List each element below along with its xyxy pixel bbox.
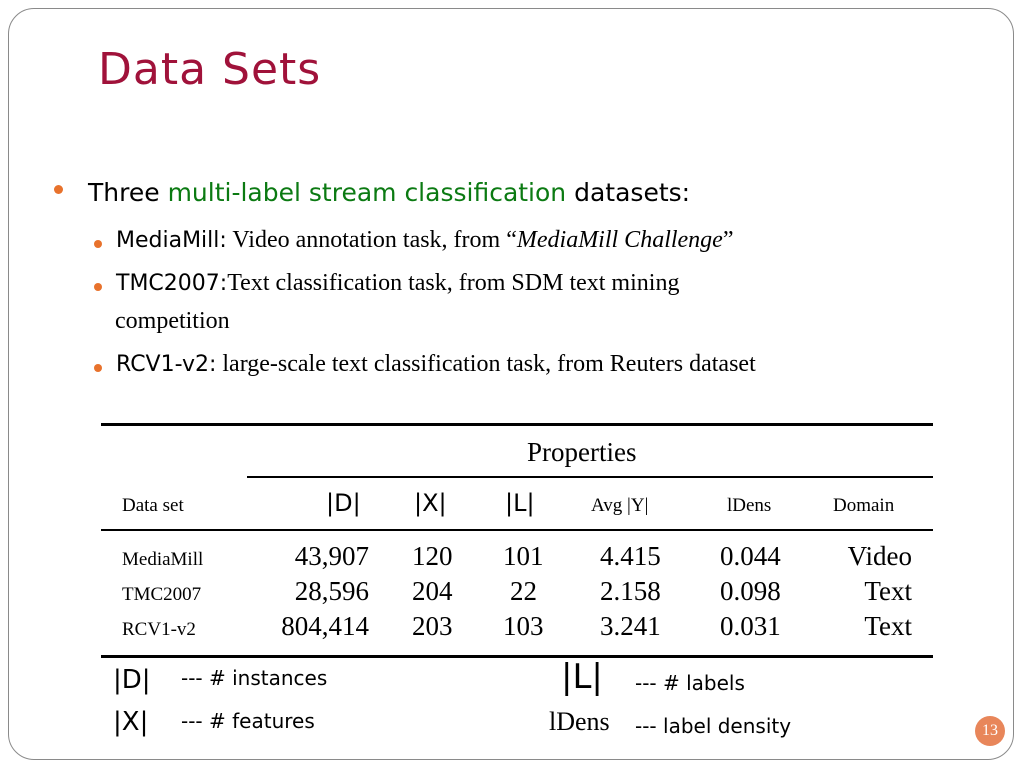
- dataset-desc: [227, 227, 734, 253]
- table-top-rule: [101, 423, 933, 426]
- main-bullet-highlight: multi-label stream classification: [167, 178, 567, 207]
- bullet-dot: [94, 364, 102, 372]
- sub-bullet-mediamill: [116, 227, 734, 254]
- legend-meaning-ldens: --- label density: [635, 714, 792, 738]
- table-cell: MediaMill: [122, 549, 204, 570]
- table-cell: 3.241: [600, 611, 661, 641]
- table-cell: 103: [503, 611, 544, 641]
- table-cell: Text: [864, 611, 912, 641]
- column-header-l: |L|: [505, 489, 535, 517]
- page-number-badge: 13: [975, 716, 1005, 746]
- table-cell: 2.158: [600, 576, 661, 606]
- main-bullet-suffix: datasets:: [566, 178, 691, 207]
- main-bullet-prefix: Three: [88, 178, 168, 207]
- table-group-rule: [247, 476, 933, 478]
- table-cell: RCV1-v2: [122, 619, 196, 640]
- column-header-ldens: lDens: [727, 495, 772, 516]
- table-group-header: Properties: [527, 437, 637, 467]
- column-header-x: |X|: [414, 489, 447, 517]
- slide-title: Data Sets: [98, 44, 322, 95]
- dataset-desc: Text classification task, from SDM text mining: [227, 270, 680, 296]
- table-cell: 4.415: [600, 541, 661, 571]
- column-header-avg-y: Avg |Y|: [591, 495, 649, 516]
- bullet-dot: [54, 185, 63, 194]
- table-cell: 120: [412, 541, 453, 571]
- main-bullet: [88, 178, 690, 207]
- sub-bullet-tmc2007: [116, 270, 679, 297]
- table-bottom-rule: [101, 655, 933, 658]
- bullet-dot: [94, 283, 102, 291]
- table-cell: Text: [864, 576, 912, 606]
- dataset-desc-continued: competition: [115, 308, 230, 334]
- dataset-name: MediaMill:: [116, 228, 227, 253]
- legend-meaning-x: --- # features: [181, 709, 315, 733]
- sub-bullet-rcv1: [116, 351, 756, 378]
- table-cell: 43,907: [294, 541, 369, 571]
- column-header-d: |D|: [326, 489, 361, 517]
- column-header-domain: Domain: [833, 495, 895, 516]
- legend-meaning-l: --- # labels: [635, 671, 745, 695]
- desc-text: ”: [722, 227, 734, 253]
- legend-symbol-l: |L|: [561, 657, 603, 697]
- legend-symbol-x: |X|: [113, 707, 149, 737]
- table-header-rule: [101, 529, 933, 531]
- table-cell: 804,414: [281, 611, 369, 641]
- table-cell: 0.044: [720, 541, 781, 571]
- legend-symbol-d: |D|: [113, 665, 151, 695]
- legend-meaning-d: --- # instances: [181, 666, 328, 690]
- table-cell: 101: [503, 541, 544, 571]
- table-cell: 22: [510, 576, 537, 606]
- table-cell: 0.098: [720, 576, 781, 606]
- dataset-name: TMC2007:: [116, 271, 228, 296]
- table-cell: Video: [847, 541, 912, 571]
- dataset-name: RCV1-v2:: [116, 352, 217, 377]
- table-cell: TMC2007: [122, 584, 202, 605]
- desc-italic: MediaMill Challenge: [516, 227, 723, 253]
- slide-frame: [8, 8, 1014, 760]
- column-header-dataset: Data set: [122, 495, 184, 516]
- desc-text: Video annotation task, from “: [226, 227, 517, 253]
- legend-symbol-ldens: lDens: [549, 707, 610, 736]
- dataset-desc: large-scale text classification task, from Reuters dataset: [216, 351, 756, 377]
- table-cell: 203: [412, 611, 453, 641]
- table-cell: 0.031: [720, 611, 781, 641]
- table-cell: 204: [412, 576, 453, 606]
- bullet-dot: [94, 240, 102, 248]
- table-cell: 28,596: [294, 576, 369, 606]
